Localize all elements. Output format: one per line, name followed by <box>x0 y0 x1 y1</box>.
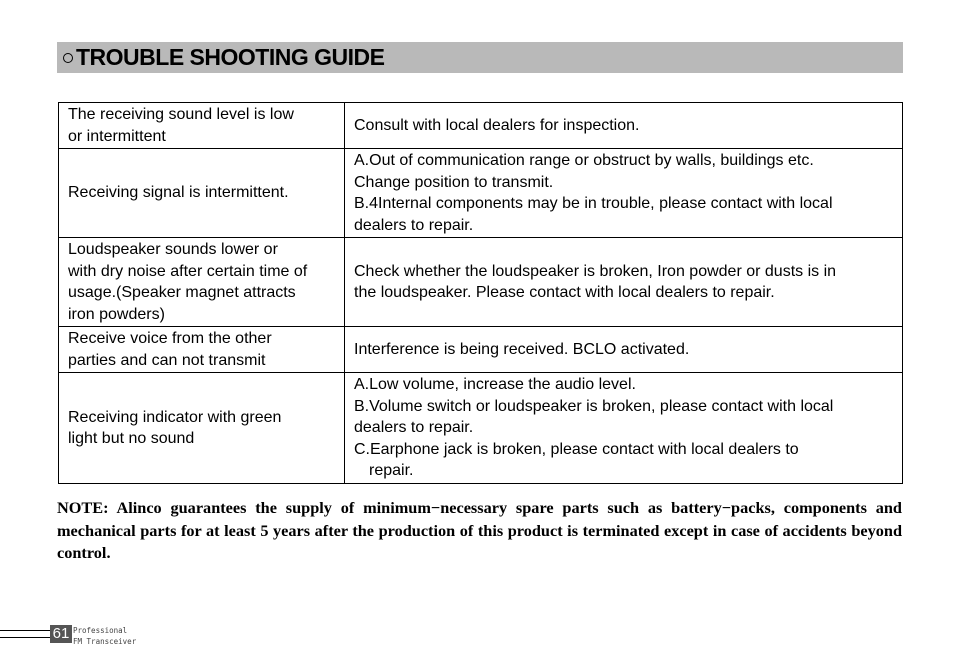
troubleshooting-table <box>58 102 903 484</box>
problem-text-line: iron powders) <box>68 305 165 323</box>
problem-text-line: or intermittent <box>68 127 166 145</box>
footer-rule <box>0 630 50 631</box>
solution-text-line: A.Out of communication range or obstruct by walls, buildings etc. <box>354 152 814 169</box>
problem-text-line: Receive voice from the other <box>68 330 272 347</box>
table-row <box>59 103 903 149</box>
problem-cell <box>59 103 345 149</box>
solution-text-line: dealers to repair. <box>354 419 474 437</box>
problem-text-line: Loudspeaker sounds lower or <box>68 241 278 258</box>
note-paragraph: NOTE: Alinco guarantees the supply of minimum−necessary spare parts such as battery−packs, components and mechanical parts for at least 5 years after the production of this product is terminated except in case of accidents beyond control. <box>57 498 902 562</box>
problem-text-line: usage.(Speaker magnet attracts <box>68 284 296 301</box>
solution-cell <box>345 373 903 484</box>
solution-text-line: A.Low volume, increase the audio level. <box>354 376 636 394</box>
solution-text-line: the loudspeaker. Please contact with local dealers to repair. <box>354 284 775 301</box>
solution-cell <box>345 238 903 327</box>
solution-text-line: repair. <box>369 462 414 480</box>
problem-cell <box>59 327 345 373</box>
footer-rule <box>0 637 50 638</box>
circle-bullet-icon <box>63 53 73 63</box>
page-title: TROUBLE SHOOTING GUIDE <box>76 44 385 70</box>
solution-cell <box>345 149 903 238</box>
table-row <box>59 238 903 327</box>
problem-cell <box>59 373 345 484</box>
solution-text-line: B.4Internal components may be in trouble, please contact with local <box>354 195 833 212</box>
problem-text-line: light but no sound <box>68 430 195 447</box>
problem-text-line: The receiving sound level is low <box>68 106 294 123</box>
solution-text-line: B.Volume switch or loudspeaker is broken, please contact with local <box>354 397 834 415</box>
solution-text-line: Change position to transmit. <box>354 173 554 191</box>
table-row <box>59 373 903 484</box>
table-row <box>59 149 903 238</box>
solution-cell <box>345 103 903 149</box>
page-number: 61 <box>50 625 72 643</box>
solution-text-line: Interference is being received. BCLO activated. <box>354 340 690 358</box>
solution-text-line: dealers to repair. <box>354 216 474 234</box>
problem-text-line: with dry noise after certain time of <box>68 262 308 280</box>
problem-cell <box>59 149 345 238</box>
problem-text-line: Receiving signal is intermittent. <box>68 184 289 202</box>
problem-text-line: parties and can not transmit <box>68 351 266 369</box>
section-header <box>57 42 903 73</box>
problem-text-line: Receiving indicator with green <box>68 408 282 426</box>
solution-text-line: Check whether the loudspeaker is broken, Iron powder or dusts is in <box>354 262 837 280</box>
solution-cell <box>345 327 903 373</box>
brand-label: Professional FM Transceiver <box>73 626 137 646</box>
solution-text-line: Consult with local dealers for inspection. <box>354 116 640 134</box>
problem-cell <box>59 238 345 327</box>
solution-text-line: C.Earphone jack is broken, please contact with local dealers to <box>354 440 799 458</box>
table-row <box>59 327 903 373</box>
